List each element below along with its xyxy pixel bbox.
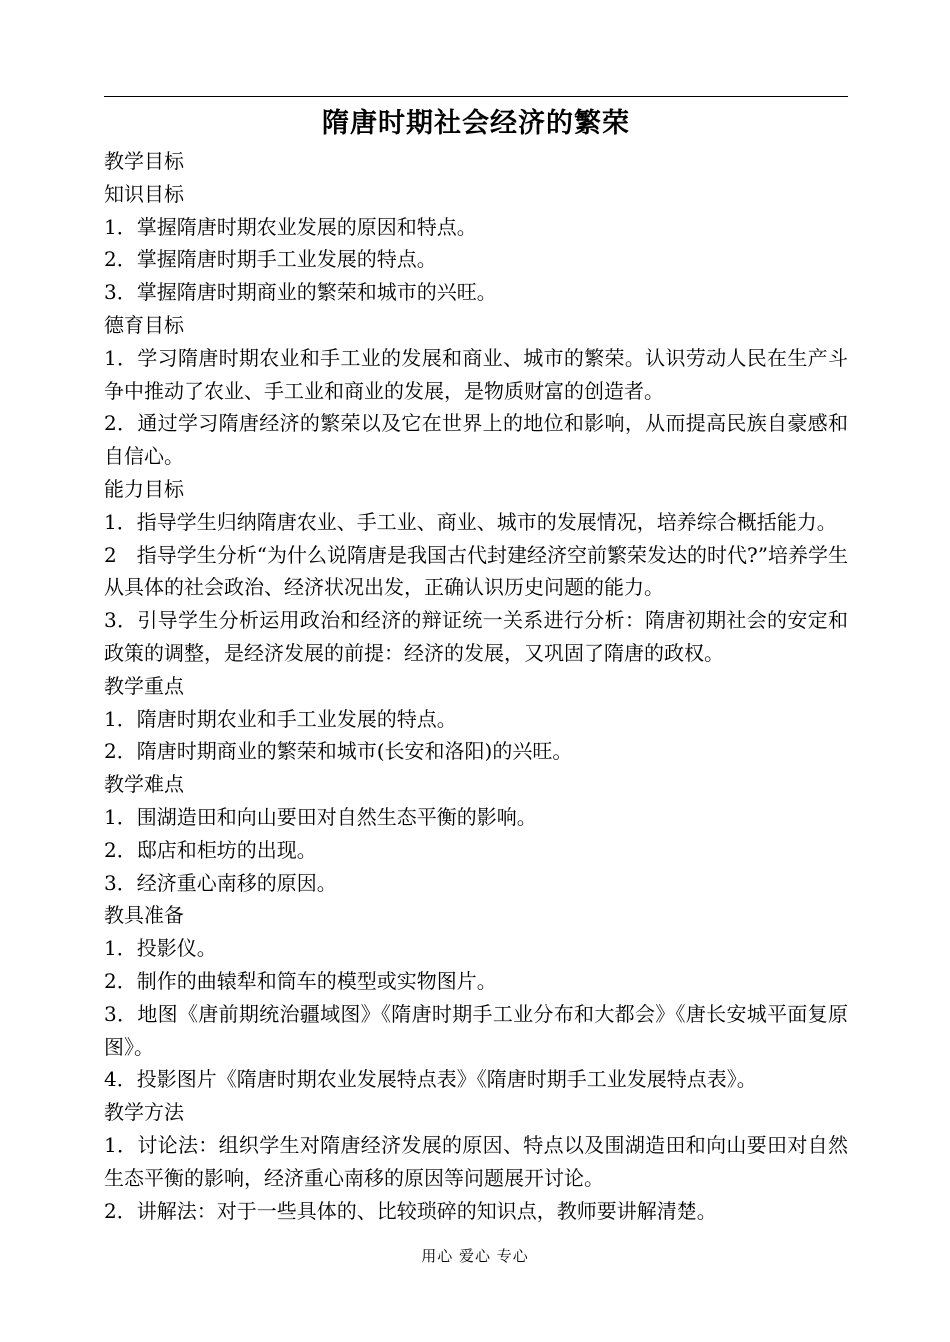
document-body xyxy=(104,145,848,1227)
subheading-moral-goals: 德育目标 xyxy=(104,312,184,337)
list-item: 4．投影图片《隋唐时期农业发展特点表》《隋唐时期手工业发展特点表》。 xyxy=(104,1067,757,1092)
list-item: 2．邸店和柜坊的出现。 xyxy=(104,837,317,862)
section-heading-key-points: 教学重点 xyxy=(104,673,184,698)
paragraph: 3．地图《唐前期统治疆域图》《隋唐时期手工业分布和大都会》《唐长安城平面复原图》。 xyxy=(104,1001,848,1059)
list-item: 2．掌握隋唐时期手工业发展的特点。 xyxy=(104,247,437,272)
page-footer: 用心 爱心 专心 xyxy=(421,1247,529,1265)
paragraph: 2 指导学生分析“为什么说隋唐是我国古代封建经济空前繁荣发达的时代?”培养学生从具体的社会政治、经济状况出发，正确认识历史问题的能力。 xyxy=(104,542,848,600)
list-item: 1．围湖造田和向山要田对自然生态平衡的影响。 xyxy=(104,804,537,829)
list-item: 2．制作的曲辕犁和筒车的模型或实物图片。 xyxy=(104,968,497,993)
list-item: 3．经济重心南移的原因。 xyxy=(104,870,337,895)
list-item: 2．隋唐时期商业的繁荣和城市(长安和洛阳)的兴旺。 xyxy=(104,739,573,764)
section-heading-teaching-methods: 教学方法 xyxy=(104,1100,184,1125)
document-title: 隋唐时期社会经济的繁荣 xyxy=(322,108,630,139)
list-item: 1．指导学生归纳隋唐农业、手工业、商业、城市的发展情况，培养综合概括能力。 xyxy=(104,509,837,534)
section-heading-difficulties: 教学难点 xyxy=(104,772,184,797)
paragraph: 2．通过学习隋唐经济的繁荣以及它在世界上的地位和影响，从而提高民族自豪感和自信心。 xyxy=(104,411,848,469)
paragraph: 1．学习隋唐时期农业和手工业的发展和商业、城市的繁荣。认识劳动人民在生产斗争中推动了农业、手工业和商业的发展，是物质财富的创造者。 xyxy=(104,345,848,403)
document-page xyxy=(104,0,848,1342)
list-item: 1．投影仪。 xyxy=(104,936,217,961)
list-item: 1．掌握隋唐时期农业发展的原因和特点。 xyxy=(104,214,477,239)
section-heading-teaching-goals: 教学目标 xyxy=(104,149,184,173)
paragraph: 1．讨论法：组织学生对隋唐经济发展的原因、特点以及围湖造田和向山要田对自然生态平衡的影响，经济重心南移的原因等问题展开讨论。 xyxy=(104,1132,848,1190)
subheading-knowledge-goals: 知识目标 xyxy=(104,181,184,206)
list-item: 2．讲解法：对于一些具体的、比较琐碎的知识点，教师要讲解清楚。 xyxy=(104,1198,717,1223)
list-item: 3．掌握隋唐时期商业的繁荣和城市的兴旺。 xyxy=(104,280,497,305)
paragraph: 3．引导学生分析运用政治和经济的辩证统一关系进行分析：隋唐初期社会的安定和政策的调整，是经济发展的前提：经济的发展，又巩固了隋唐的政权。 xyxy=(104,608,848,665)
subheading-ability-goals: 能力目标 xyxy=(104,476,184,501)
list-item: 1．隋唐时期农业和手工业发展的特点。 xyxy=(104,706,457,731)
section-heading-teaching-aids: 教具准备 xyxy=(104,903,184,928)
header-rule xyxy=(104,96,848,97)
